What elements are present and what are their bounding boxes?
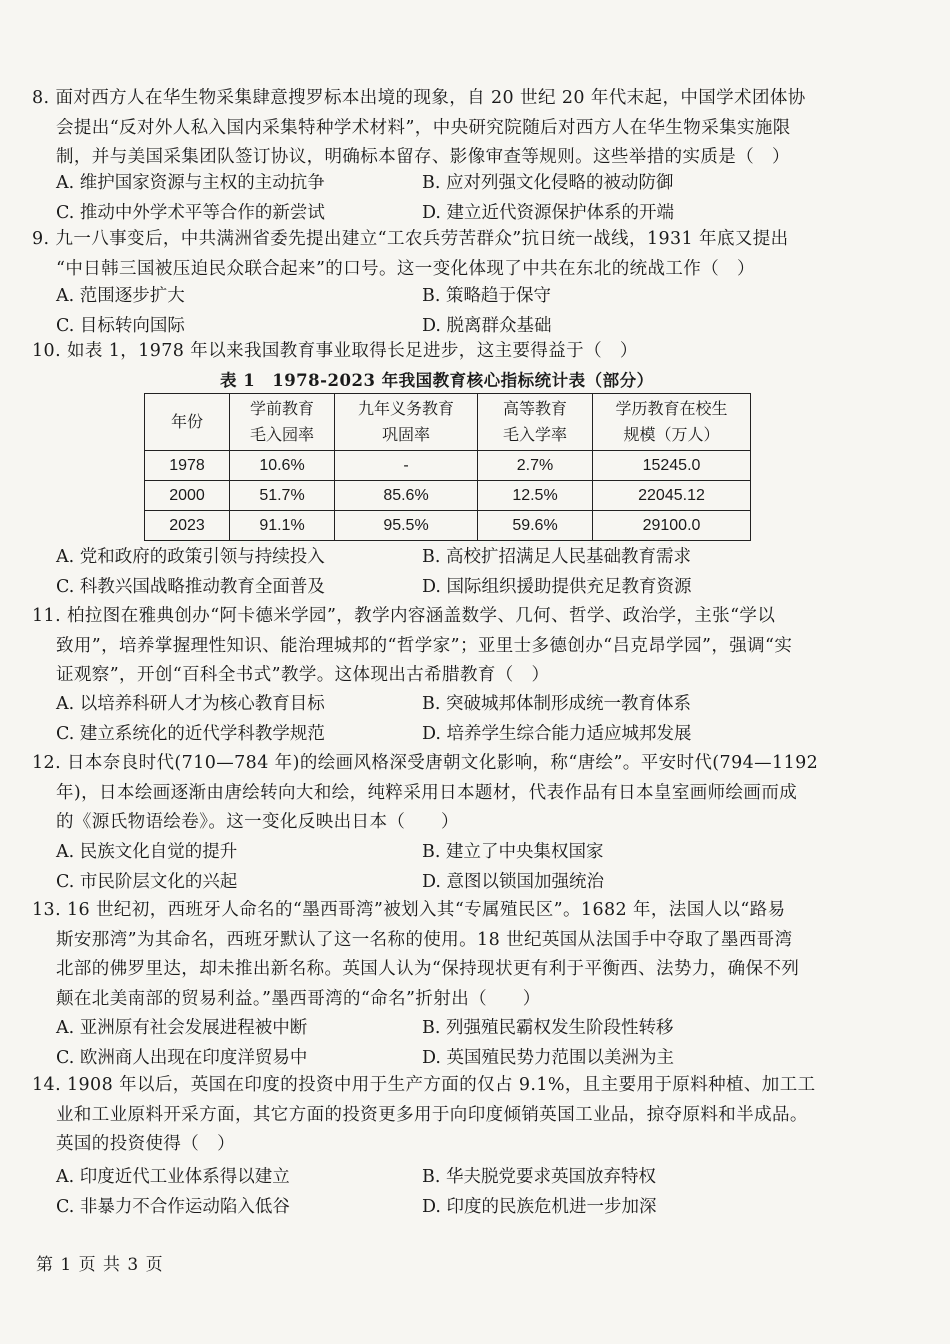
- table-cell: 1978: [145, 451, 230, 481]
- table-header-cell: 高等教育 毛入学率: [478, 394, 593, 451]
- question-9-options: [56, 282, 856, 341]
- option-a: A. 亚洲原有社会发展进程被中断: [56, 1018, 308, 1038]
- option-a: A. 以培养科研人才为核心教育目标: [56, 694, 325, 714]
- option-c: C. 非暴力不合作运动陷入低谷: [56, 1196, 290, 1217]
- question-12-line: 年)，日本绘画逐渐由唐绘转向大和绘，纯粹采用日本题材，代表作品有日本皇室画师绘画而成: [56, 782, 798, 803]
- option-b: B. 列强殖民霸权发生阶段性转移: [422, 1018, 674, 1038]
- question-11-line: 11. 柏拉图在雅典创办“阿卡德米学园”，教学内容涵盖数学、几何、哲学、政治学，主张“学以: [32, 606, 776, 626]
- table-cell: -: [335, 451, 478, 481]
- table-header-cell: 学前教育 毛入园率: [230, 394, 335, 451]
- option-b: B. 华夫脱党要求英国放弃特权: [422, 1167, 656, 1187]
- option-d: D. 英国殖民势力范围以美洲为主: [422, 1047, 675, 1068]
- table-cell: 29100.0: [593, 511, 751, 541]
- question-13-line: 13. 16 世纪初，西班牙人命名的“墨西哥湾”被划入其“专属殖民区”。1682 年，法国人以“路易: [32, 900, 786, 920]
- table-cell: 22045.12: [593, 481, 751, 511]
- option-d: D. 脱离群众基础: [422, 315, 552, 336]
- question-12-options: [56, 838, 856, 897]
- question-13: [32, 896, 892, 1014]
- option-a: A. 民族文化自觉的提升: [56, 842, 238, 862]
- question-11: [32, 602, 892, 691]
- table-cell: 59.6%: [478, 511, 593, 541]
- question-9-line: “中日韩三国被压迫民众联合起来”的口号。这一变化体现了中共在东北的统战工作（ ）: [56, 258, 755, 279]
- table-cell: 95.5%: [335, 511, 478, 541]
- table-cell: 15245.0: [593, 451, 751, 481]
- question-10-options: [56, 543, 856, 602]
- table-row: [145, 451, 751, 481]
- table-cell: 10.6%: [230, 451, 335, 481]
- option-b: B. 突破城邦体制形成统一教育体系: [422, 694, 691, 714]
- question-9: [32, 225, 892, 284]
- question-13-line: 北部的佛罗里达，却未推出新名称。英国人认为“保持现状更有利于平衡西、法势力，确保不列: [56, 959, 800, 979]
- page-footer: 第 1 页 共 3 页: [36, 1255, 164, 1275]
- question-12-line: 的《源氏物语绘卷》。这一变化反映出日本（ ）: [56, 812, 459, 832]
- option-b: B. 策略趋于保守: [422, 286, 551, 306]
- question-14-options: [56, 1163, 856, 1222]
- table-cell: 2023: [145, 511, 230, 541]
- option-d: D. 培养学生综合能力适应城邦发展: [422, 723, 692, 744]
- question-8: [32, 84, 892, 173]
- option-d: D. 印度的民族危机进一步加深: [422, 1196, 657, 1217]
- question-11-options: [56, 690, 856, 749]
- question-12: [32, 749, 892, 838]
- question-12-line: 12. 日本奈良时代(710—784 年)的绘画风格深受唐朝文化影响，称“唐绘”。平安时代(794—1192: [32, 753, 819, 773]
- table-row: [145, 481, 751, 511]
- option-a: A. 范围逐步扩大: [56, 286, 185, 306]
- option-a: A. 维护国家资源与主权的主动抗争: [56, 173, 325, 193]
- question-8-line: 8. 面对西方人在华生物采集肆意搜罗标本出境的现象，自 20 世纪 20 年代末起，中国学术团体协: [32, 88, 806, 108]
- option-a: A. 党和政府的政策引领与持续投入: [56, 547, 325, 567]
- table-cell: 85.6%: [335, 481, 478, 511]
- question-11-line: 致用”，培养掌握理性知识、能治理城邦的“哲学家”；亚里士多德创办“吕克昂学园”，强调“实: [56, 635, 793, 656]
- table-cell: 2000: [145, 481, 230, 511]
- question-10: [32, 337, 892, 367]
- table-caption: 表 1 1978-2023 年我国教育核心指标统计表（部分）: [220, 371, 654, 390]
- option-d: D. 国际组织援助提供充足教育资源: [422, 576, 692, 597]
- table-header-row: [145, 394, 751, 451]
- option-c: C. 市民阶层文化的兴起: [56, 871, 238, 892]
- option-c: C. 目标转向国际: [56, 315, 185, 336]
- question-14-line: 业和工业原料开采方面，其它方面的投资更多用于向印度倾销英国工业品，掠夺原料和半成品。: [56, 1104, 808, 1125]
- option-d: D. 建立近代资源保护体系的开端: [422, 202, 675, 223]
- question-10-line: 10. 如表 1，1978 年以来我国教育事业取得长足进步，这主要得益于（ ）: [32, 341, 638, 361]
- table-cell: 12.5%: [478, 481, 593, 511]
- table-cell: 51.7%: [230, 481, 335, 511]
- question-11-line: 证观察”，开创“百科全书式”教学。这体现出古希腊教育（ ）: [56, 665, 550, 685]
- question-8-line: 会提出“反对外人私入国内采集特种学术材料”，中央研究院随后对西方人在华生物采集实施限: [56, 117, 791, 138]
- option-d: D. 意图以锁国加强统治: [422, 871, 605, 892]
- table-header-cell: 九年义务教育 巩固率: [335, 394, 478, 451]
- question-13-line: 颠在北美南部的贸易利益。”墨西哥湾的“命名”折射出（ ）: [56, 988, 541, 1009]
- table-cell: 91.1%: [230, 511, 335, 541]
- question-9-line: 9. 九一八事变后，中共满洲省委先提出建立“工农兵劳苦群众”抗日统一战线，1931 年底又提出: [32, 229, 789, 249]
- question-14: [32, 1071, 892, 1160]
- option-b: B. 高校扩招满足人民基础教育需求: [422, 547, 691, 567]
- table-cell: 2.7%: [478, 451, 593, 481]
- table-row: [145, 511, 751, 541]
- question-14-line: 英国的投资使得（ ）: [56, 1134, 235, 1154]
- question-8-line: 制，并与美国采集团队签订协议，明确标本留存、影像审查等规则。这些举措的实质是（ ）: [56, 147, 790, 167]
- table-header-cell: 学历教育在校生 规模（万人）: [593, 394, 751, 451]
- question-13-line: 斯安那湾”为其命名，西班牙默认了这一名称的使用。18 世纪英国从法国手中夺取了墨西哥湾: [56, 929, 793, 950]
- option-a: A. 印度近代工业体系得以建立: [56, 1167, 290, 1187]
- education-stats-table: [144, 393, 751, 541]
- question-13-options: [56, 1014, 856, 1073]
- option-c: C. 推动中外学术平等合作的新尝试: [56, 202, 325, 223]
- option-c: C. 欧洲商人出现在印度洋贸易中: [56, 1047, 308, 1068]
- question-8-options: [56, 169, 856, 228]
- table-header-cell: 年份: [145, 394, 230, 451]
- option-c: C. 建立系统化的近代学科教学规范: [56, 723, 325, 744]
- option-c: C. 科教兴国战略推动教育全面普及: [56, 576, 325, 597]
- question-14-line: 14. 1908 年以后，英国在印度的投资中用于生产方面的仅占 9.1%，且主要用于原料种植、加工工: [32, 1075, 816, 1095]
- option-b: B. 建立了中央集权国家: [422, 842, 604, 862]
- option-b: B. 应对列强文化侵略的被动防御: [422, 173, 674, 193]
